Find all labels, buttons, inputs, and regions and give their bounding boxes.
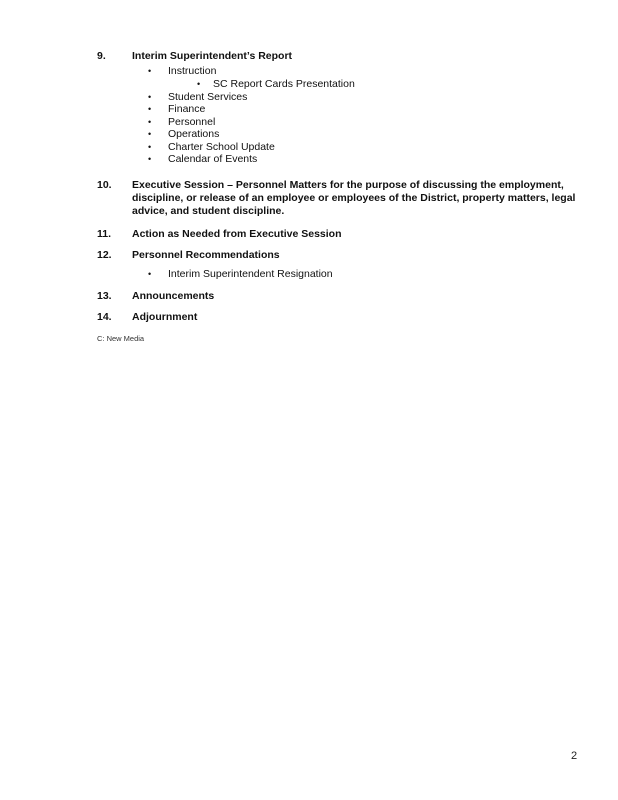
- agenda-item-title: Interim Superintendent’s Report: [132, 50, 293, 62]
- bullet-icon: •: [148, 154, 152, 164]
- subitem-label: Finance: [168, 103, 206, 115]
- agenda-item-number: 12.: [97, 249, 112, 261]
- bullet-icon: •: [148, 117, 152, 127]
- subitem-label: Interim Superintendent Resignation: [168, 268, 333, 280]
- bullet-icon: •: [148, 92, 152, 102]
- bullet-icon: •: [148, 129, 152, 139]
- bullet-icon: •: [148, 104, 152, 114]
- agenda-item-title: Action as Needed from Executive Session: [132, 228, 342, 240]
- agenda-item-number: 14.: [97, 311, 112, 323]
- subitem-label: Instruction: [168, 65, 217, 77]
- agenda-item-number: 9.: [97, 50, 106, 62]
- agenda-item-title: Personnel Recommendations: [132, 249, 280, 261]
- bullet-icon: •: [197, 79, 201, 89]
- bullet-icon: •: [148, 269, 152, 279]
- subitem-child-label: SC Report Cards Presentation: [213, 78, 355, 90]
- subitem-label: Calendar of Events: [168, 153, 258, 165]
- agenda-item-title: Executive Session – Personnel Matters for the purpose of discussing the employment, discipline, or release of an employee or employees of the District, property matters, legal advice, and student discipline.: [132, 179, 576, 217]
- page-number: 2: [571, 750, 578, 762]
- agenda-item-number: 13.: [97, 290, 112, 302]
- agenda-item-number: 10.: [97, 179, 112, 191]
- agenda-item-title: Adjournment: [132, 311, 198, 323]
- subitem-label: Personnel: [168, 116, 216, 128]
- subitem-label: Student Services: [168, 91, 248, 103]
- agenda-item-number: 11.: [97, 228, 112, 240]
- subitem-label: Operations: [168, 128, 220, 140]
- bullet-icon: •: [148, 66, 152, 76]
- bullet-icon: •: [148, 142, 152, 152]
- agenda-item-title: Announcements: [132, 290, 215, 302]
- cc-note: C: New Media: [97, 334, 145, 343]
- subitem-label: Charter School Update: [168, 141, 275, 153]
